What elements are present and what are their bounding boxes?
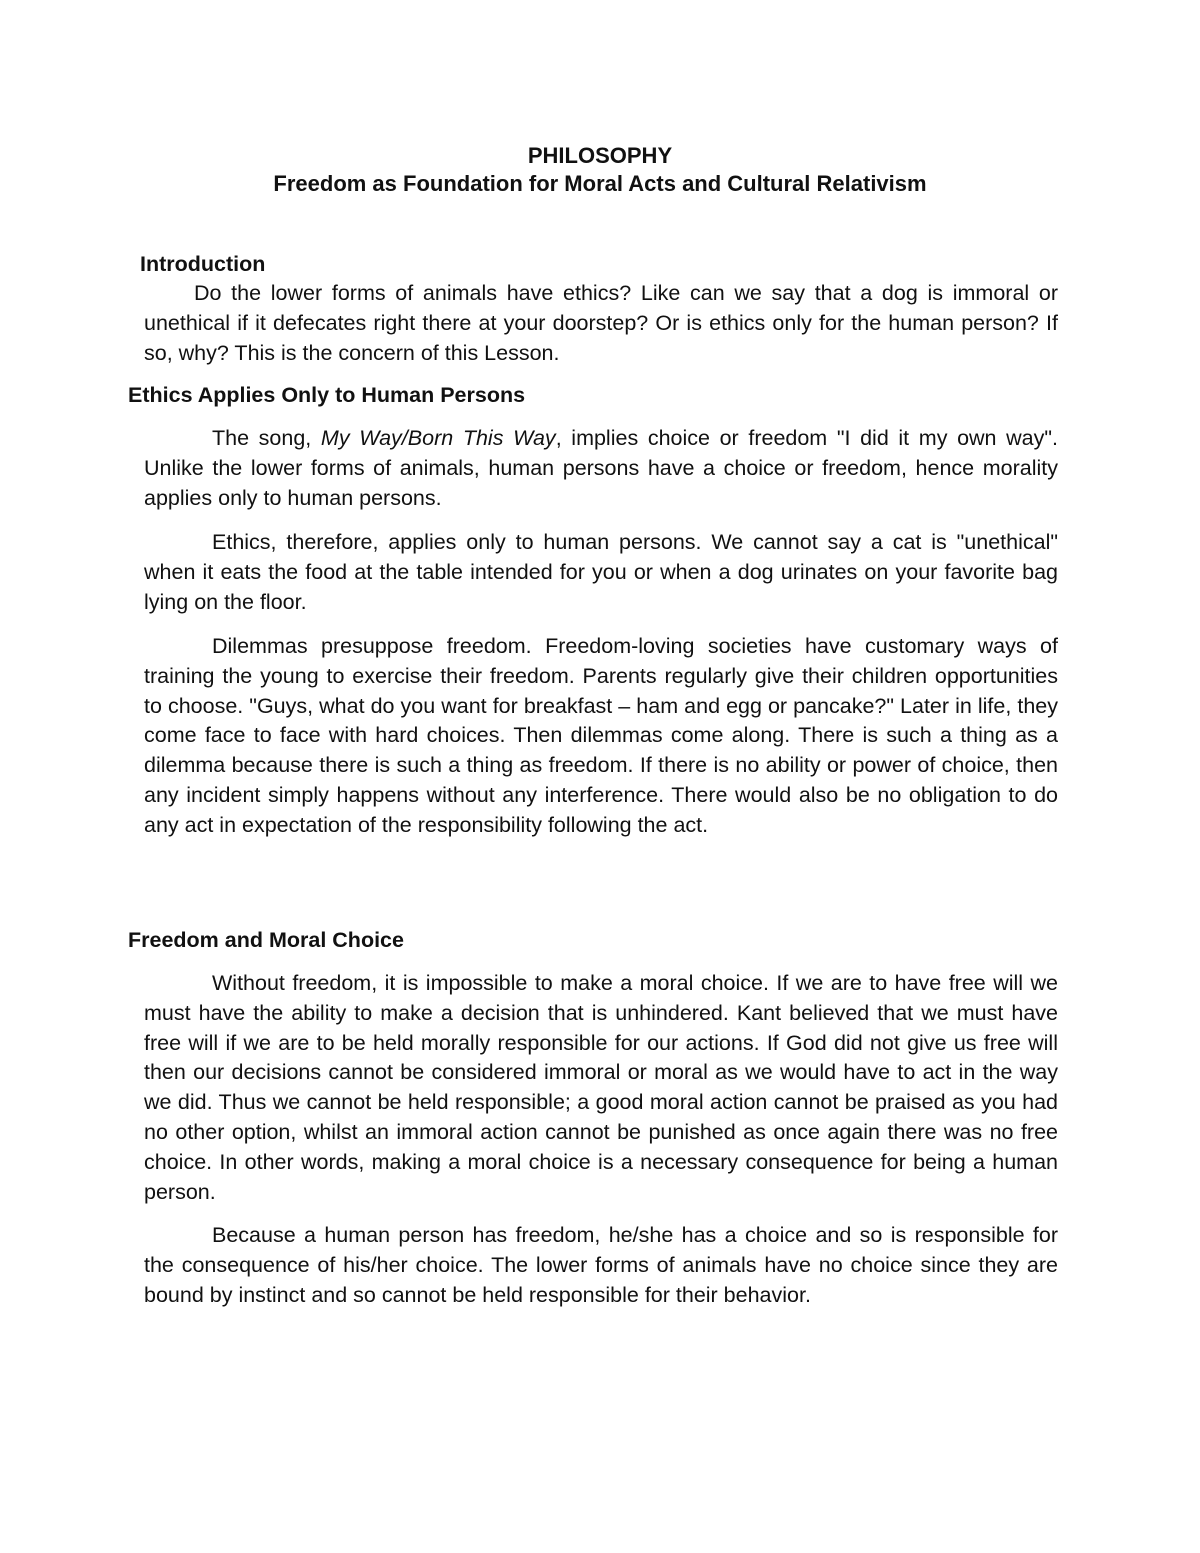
section-heading-ethics-applies: Ethics Applies Only to Human Persons: [128, 383, 526, 407]
document-title: PHILOSOPHY: [527, 143, 673, 168]
paragraph-song: [144, 424, 1058, 513]
paragraph-ethics-therefore: Ethics, therefore, applies only to human persons. We cannot say a cat is "unethical" when it eats the food at the table intended for you or when a dog urinates on your favorite bag lying on the floor.: [144, 530, 1058, 614]
paragraph-because-human: Because a human person has freedom, he/she has a choice and so is responsible for the consequence of his/her choice. The lower forms of animals have no choice since they are bound by instinct and so cannot be held responsible for their behavior.: [144, 1223, 1058, 1307]
song-title: My Way/Born This Way: [320, 426, 556, 450]
section-heading-freedom-moral-choice: Freedom and Moral Choice: [128, 928, 404, 952]
document-subtitle: Freedom as Foundation for Moral Acts and Cultural Relativism: [273, 171, 927, 196]
paragraph-introduction: Do the lower forms of animals have ethics? Like can we say that a dog is immoral or unethical if it defecates right there at your doorstep? Or is ethics only for the human person? If so, why? This is the concern of this Lesson.: [144, 281, 1058, 365]
paragraph-song-after: , implies choice or freedom "I did it my own way". Unlike the lower forms of animals, human persons have a choice or freedom, hence morality applies only to human persons.: [144, 426, 1058, 510]
paragraph-song-before: The song,: [212, 426, 321, 450]
paragraph-without-freedom: Without freedom, it is impossible to make a moral choice. If we are to have free will we must have the ability to make a decision that is unhindered. Kant believed that we must have free will if we are to be held morally responsible for our actions. If God did not give us free will then our decisions cannot be considered immoral or moral as we would have to act in the way we did. Thus we cannot be held responsible; a good moral action cannot be praised as you had no other option, whilst an immoral action cannot be punished as once again there was no free choice. In other words, making a moral choice is a necessary consequence for being a human person.: [144, 971, 1058, 1204]
paragraph-dilemmas: Dilemmas presuppose freedom. Freedom-loving societies have customary ways of training the young to exercise their freedom. Parents regularly give their children opportunities to choose. "Guys, what do you want for breakfast – ham and egg or pancake?" Later in life, they come face to face with hard choices. Then dilemmas come along. There is such a thing as a dilemma because there is such a thing as freedom. If there is no ability or power of choice, then any incident simply happens without any interference. There would also be no obligation to do any act in expectation of the responsibility following the act.: [144, 634, 1058, 837]
section-heading-introduction: Introduction: [140, 252, 266, 276]
